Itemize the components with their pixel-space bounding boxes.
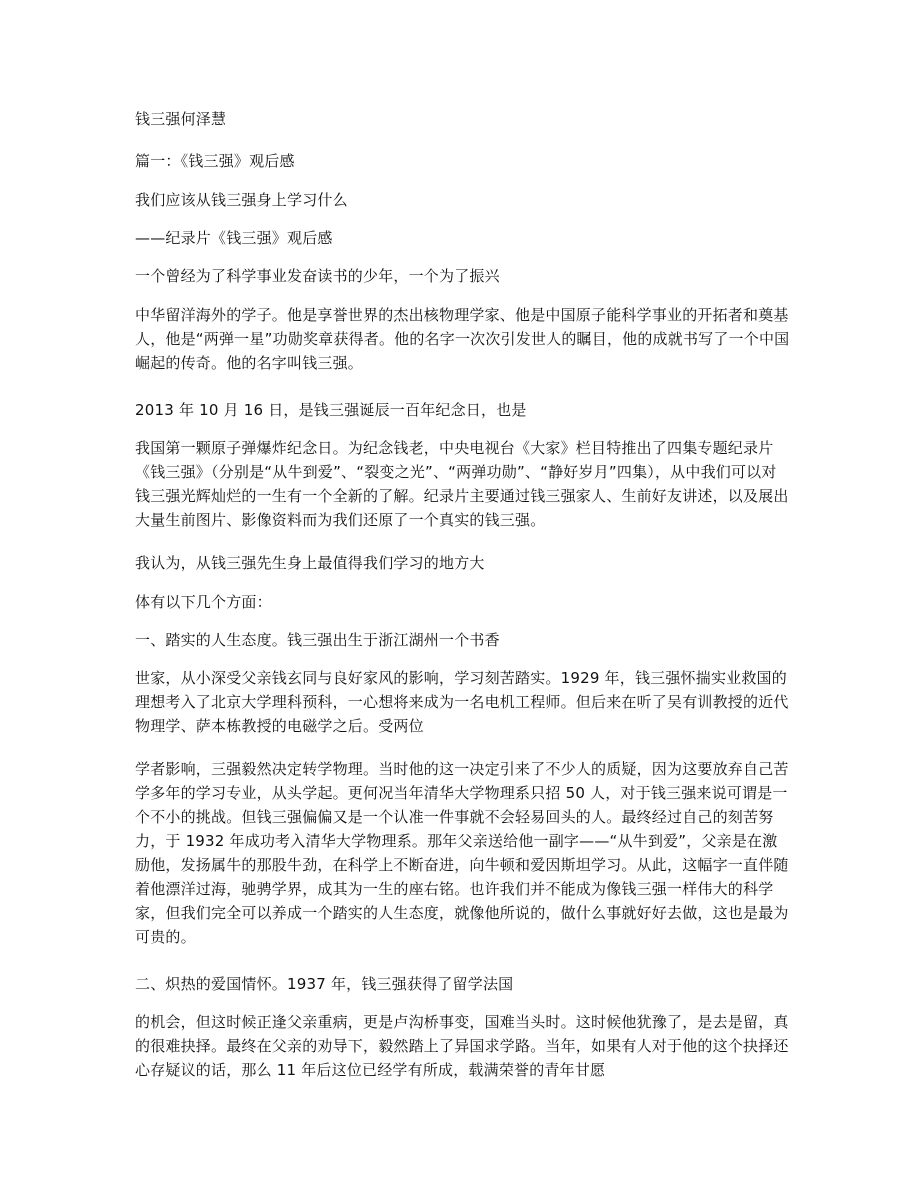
body-paragraph: 体有以下几个方面： — [135, 593, 272, 611]
body-paragraph: 的机会，但这时候正逢父亲重病，更是卢沟桥事变，国难当头时。这时候他犹豫了，是去是留，真的很难抉择。最终在父亲的劝导下，毅然踏上了异国求学路。当年，如果有人对于他的这个抉择还心存疑议的话，那么 11 年后这位已经学有所成，载满荣誉的青年甘愿 — [135, 1013, 789, 1079]
body-paragraph: 2013 年 10 月 16 日，是钱三强诞辰一百年纪念日，也是 — [135, 401, 527, 419]
point-heading: 一、踏实的人生态度。钱三强出生于浙江湖州一个书香 — [135, 631, 500, 649]
body-paragraph: 学者影响，三强毅然决定转学物理。当时他的这一决定引来了不少人的质疑，因为这要放弃自己苦学多年的学习专业，从头学起。更何况当年清华大学物理系只招 50 人，对于钱三强来说可谓是一个不小的挑战。但钱三强偏偏又是一个认准一件事就不会轻易回头的人。最终经过自己的刻苦努力，于 1932 年成功考入清华大学物理系。那年父亲送给他一副字——“从牛到爱”，父亲是在激励他，发扬属牛的那股牛劲，在科学上不断奋进，向牛顿和爱因斯坦学习。从此，这幅字一直伴随着他漂洋过海，驰骋学界，成其为一生的座右铭。也许我们并不能成为像钱三强一样伟大的科学家，但我们完全可以养成一个踏实的人生态度，就像他所说的，做什么事就好好去做，这也是最为可贵的。 — [135, 760, 789, 946]
article-title: 我们应该从钱三强身上学习什么 — [135, 191, 348, 209]
body-paragraph: 我认为，从钱三强先生身上最值得我们学习的地方大 — [135, 554, 485, 572]
body-paragraph: 一个曾经为了科学事业发奋读书的少年，一个为了振兴 — [135, 267, 500, 285]
article-subtitle: ——纪录片《钱三强》观后感 — [135, 229, 333, 247]
body-paragraph: 世家，从小深受父亲钱玄同与良好家风的影响，学习刻苦踏实。1929 年，钱三强怀揣实业救国的理想考入了北京大学理科预科，一心想将来成为一名电机工程师。但后来在听了吴有训教授的近代物理学、萨本栋教授的电磁学之后。受两位 — [135, 669, 789, 735]
body-paragraph: 我国第一颗原子弹爆炸纪念日。为纪念钱老，中央电视台《大家》栏目特推出了四集专题纪录片《钱三强》（分别是“从牛到爱”、“裂变之光”、“两弹功勋”、“静好岁月”四集），从中我们可以对钱三强光辉灿烂的一生有一个全新的了解。纪录片主要通过钱三强家人、生前好友讲述，以及展出大量生前图片、影像资料而为我们还原了一个真实的钱三强。 — [135, 439, 789, 529]
point-heading: 二、炽热的爱国情怀。1937 年，钱三强获得了留学法国 — [135, 975, 514, 993]
body-paragraph: 中华留洋海外的学子。他是享誉世界的杰出核物理学家、他是中国原子能科学事业的开拓者和奠基人，他是“两弹一星”功勋奖章获得者。他的名字一次次引发世人的瞩目，他的成就书写了一个中国崛起的传奇。他的名字叫钱三强。 — [135, 306, 790, 372]
document-title: 钱三强何泽慧 — [135, 110, 227, 128]
section-heading: 篇一：《钱三强》观后感 — [135, 152, 295, 170]
